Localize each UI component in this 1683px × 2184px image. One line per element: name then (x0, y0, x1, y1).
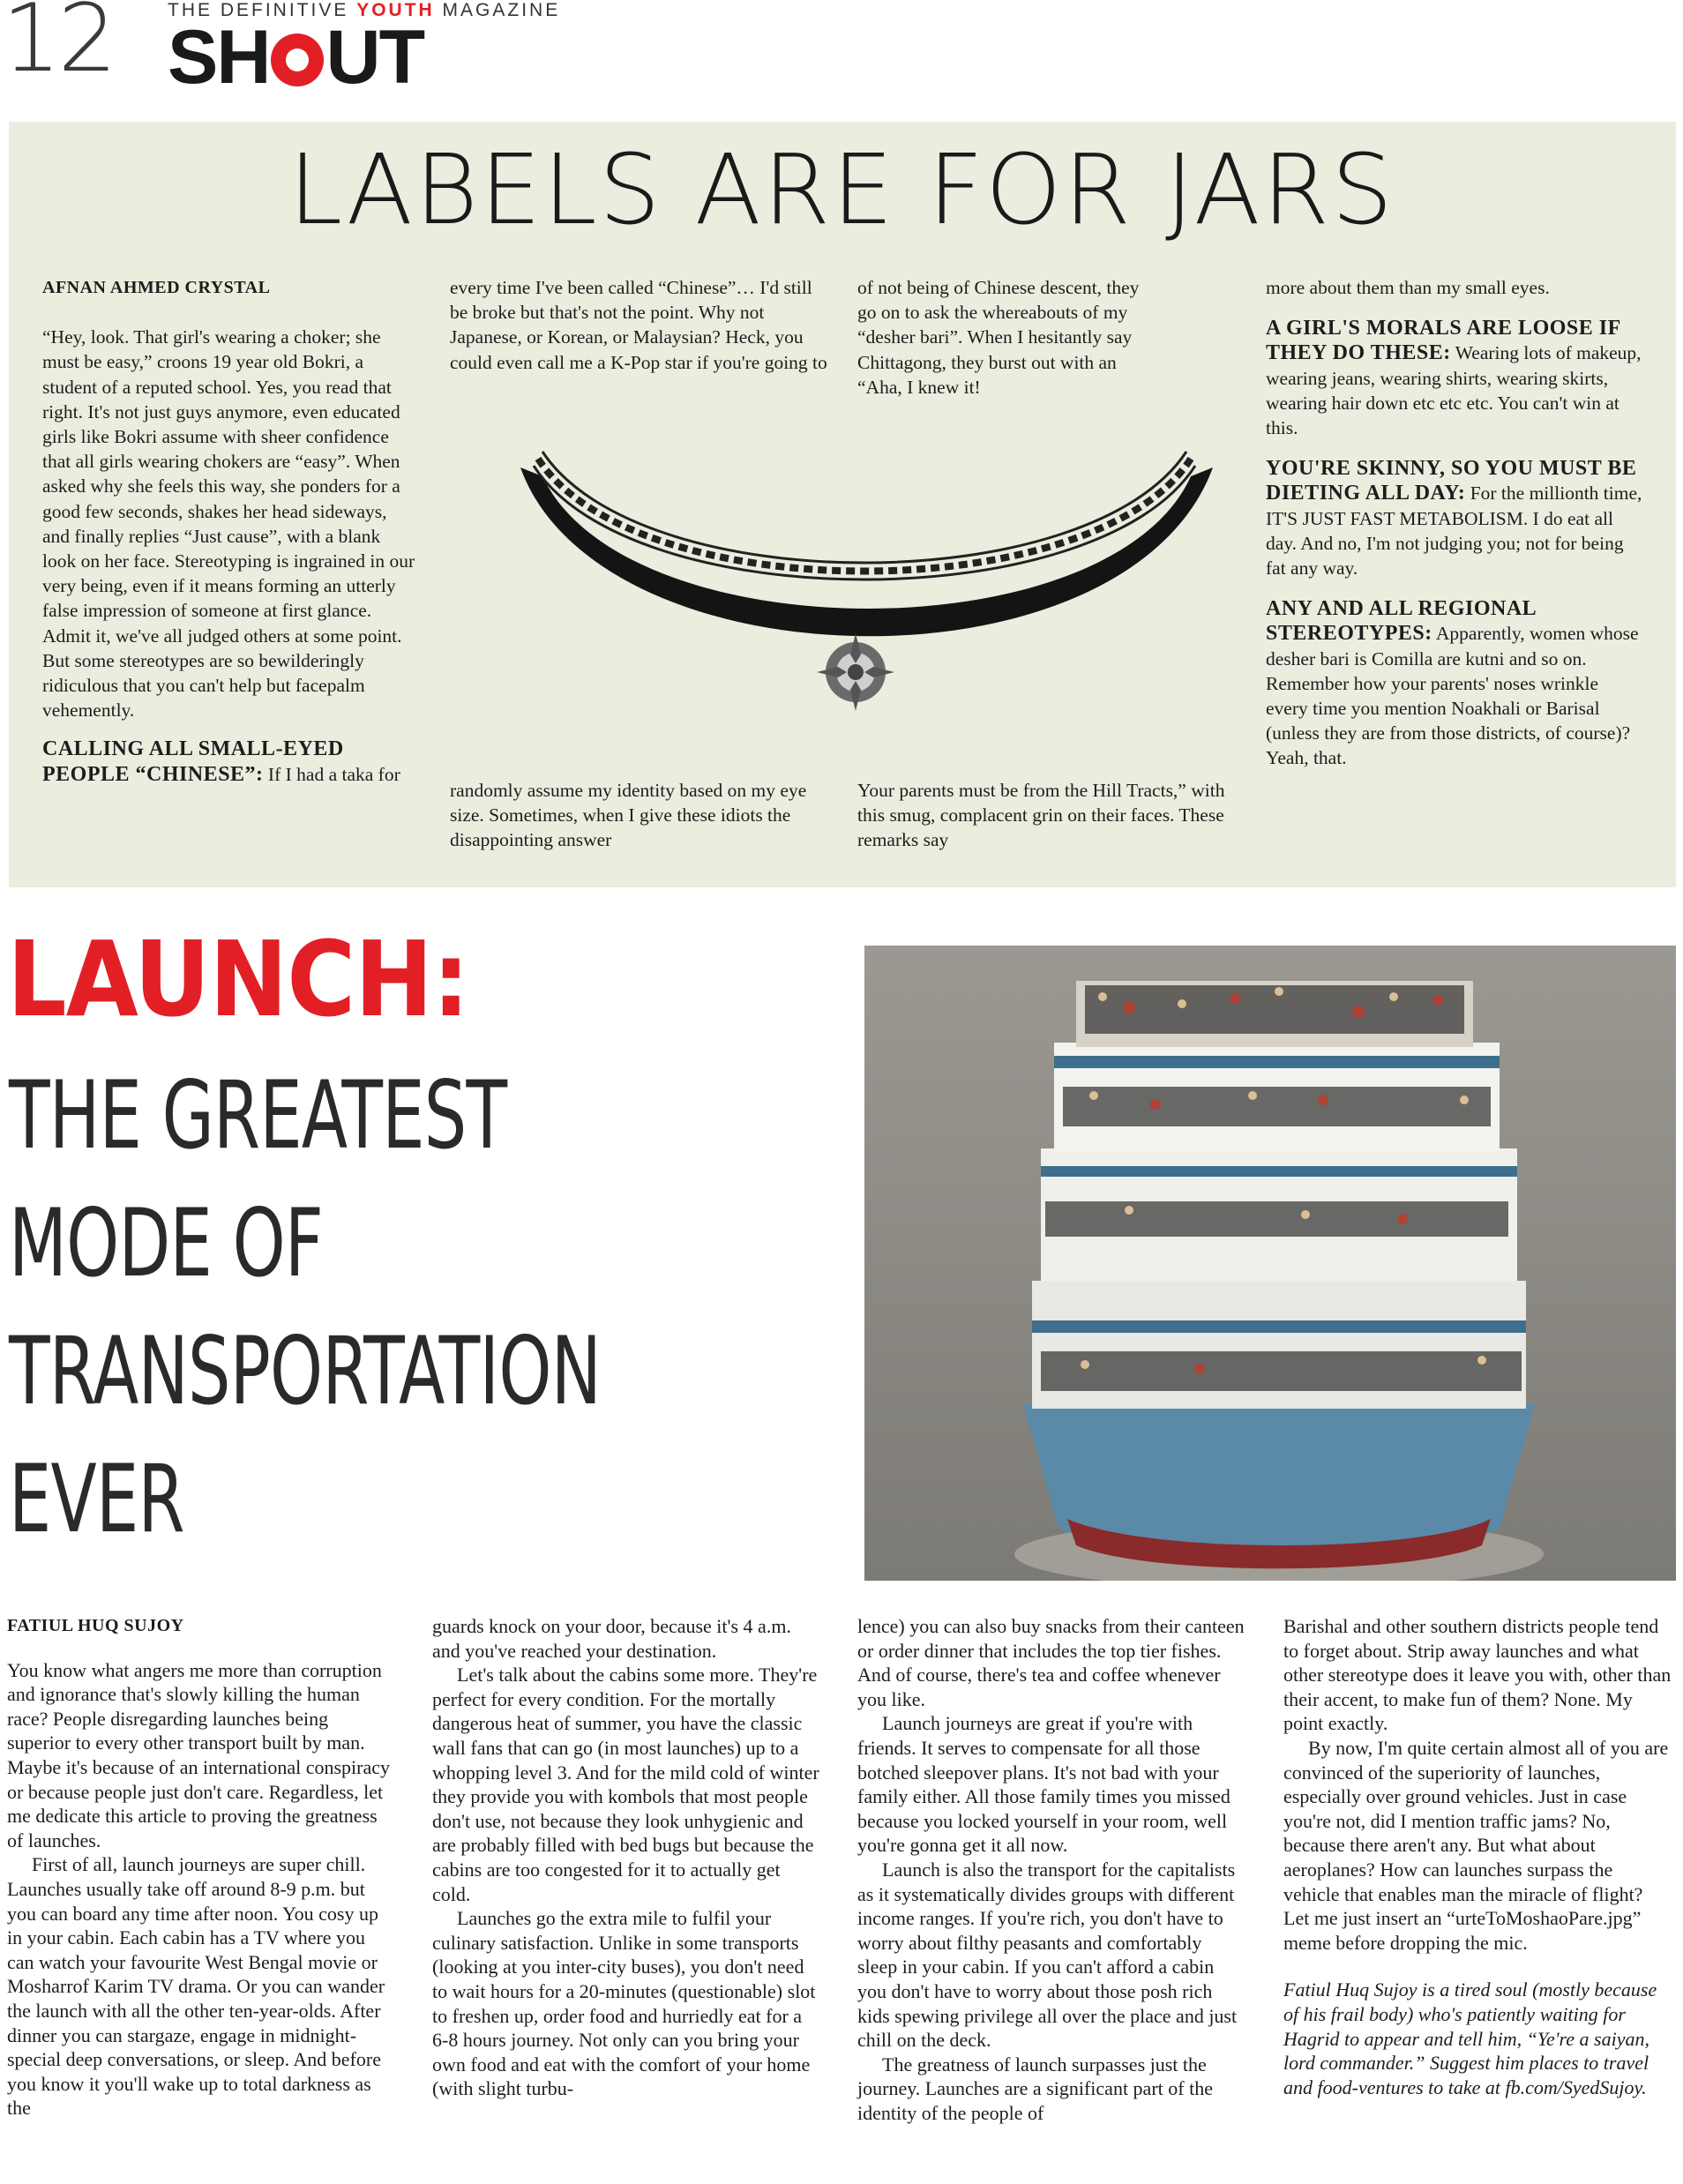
labels-col2-bottom: randomly assume my identity based on my eye size. Sometimes, when I give these idiots the disappointing answer (450, 780, 807, 851)
labels-column-1 (42, 275, 417, 787)
labels-subhead-regional-text: Apparently, women whose desher bari is Comilla are kutni and so on. Remember how your parents' noses wrinkle every time you mention Noakhali or Barisal (unless they are from those districts, of course)? Yeah, that. (1266, 623, 1639, 769)
labels-column-2-bottom (450, 778, 829, 853)
labels-col3-bottom: Your parents must be from the Hill Tracts,” with this smug, complacent grin on their faces. These remarks say (857, 780, 1225, 851)
launch-column-1 (7, 1614, 395, 2120)
launch-col1-p1: You know what angers me more than corruption and ignorance that's slowly killing the human race? People disregarding launches being superior to every other transport built by man. Maybe it's because of an international conspiracy or because people just don't care. Regardless, let me dedicate this article to proving the greatness of launches. (7, 1658, 391, 1851)
shout-logo (168, 15, 424, 100)
launch-col3-p1: lence) you can also buy snacks from their canteen or order dinner that includes the top tier fishes. And of course, there's tea and coffee whenever you like. (857, 1615, 1245, 1710)
labels-subhead-morals-text: Wearing lots of makeup, wearing jeans, wearing shirts, wearing skirts, wearing hair down etc etc etc. You can't win at this. (1266, 342, 1642, 439)
tagline-highlight: YOUTH (356, 0, 435, 20)
labels-subhead-morals: A GIRL'S MORALS ARE LOOSE IF THEY DO THESE: (1266, 317, 1620, 365)
labels-col3-top: of not being of Chinese descent, they go on to ask the whereabouts of my “desher bari”. When I hesitantly say Chittagong, they burst out with an “Aha, I knew it! (857, 277, 1140, 398)
launch-column-4 (1283, 1614, 1672, 2099)
author-bio: Fatiul Huq Sujoy is a tired soul (mostly because of his frail body) who's patiently waiting for Hagrid to appear and tell him, “Ye're a saiyan, lord commander.” Suggest him places to travel and food-ventures to take at fb.com/SyedSujoy. (1283, 1978, 1657, 2098)
labels-col4-lead: more about them than my small eyes. (1266, 277, 1550, 298)
launch-col3-p4: The greatness of launch surpasses just the journey. Launches are a significant part of the identity of the people of (857, 2053, 1213, 2124)
labels-subhead-chinese: CALLING ALL SMALL-EYED PEOPLE “CHINESE”: (42, 737, 344, 786)
labels-subhead-skinny: YOU'RE SKINNY, SO YOU MUST BE DIETING ALL DAY: (1266, 457, 1637, 505)
launch-col4-p2: By now, I'm quite certain almost all of you are convinced of the superiority of launches, especially over ground vehicles. Just in case you're not, did I mention traffic jams? No, because there aren't any. But what about aeroplanes? How can launches surpass the vehicle that enables man the miracle of flight? Let me just insert an “urteToMoshaoPare.jpg” meme before dropping the mic. (1283, 1736, 1669, 1954)
labels-column-2-top (450, 275, 829, 375)
logo-text-b: UT (325, 15, 424, 100)
launch-column-2 (432, 1614, 820, 2101)
choker-illustration (494, 432, 1235, 741)
labels-subhead-chinese-text: If I had a taka for (263, 763, 400, 785)
logo-text-a: SH (168, 15, 270, 100)
launch-kicker: LAUNCH: (7, 918, 469, 1040)
logo-o-icon (271, 34, 324, 86)
labels-col1-paragraph: “Hey, look. That girl's wearing a choker; she must be easy,” croons 19 year old Bokri, a student of a reputed school. Yes, you read that right. It's not just guys anymore, even educated girls like Bokri assume with sheer confidence that all girls wearing chokers are “easy”. When asked why she feels this way, she ponders for a good few seconds, shakes her head sideways, and finally replies “Just cause”, with a blank look on her face. Stereotyping is ingrained in our very being, even if it means forming an utterly false impression of someone at first glance. Admit it, we've all judged others at some point. But some stereotypes are so bewilderingly ridiculous that you can't help but facepalm vehemently. (42, 326, 415, 722)
launch-col4-p1: Barishal and other southern districts people tend to forget about. Strip away launches and what other stereotype does it leave you with, other than their accent, to make fun of them? None. My point exactly. (1283, 1615, 1672, 1735)
launch-column-3 (857, 1614, 1245, 2125)
launch-byline: FATIUL HUQ SUJOY (7, 1616, 184, 1635)
labels-column-3-bottom (857, 778, 1237, 853)
launch-col2-p3: Launches go the extra mile to fulfil your culinary satisfaction. Unlike in some transports (looking at you inter-city buses), you don't need to wait hours for a 20-minutes (questionable) slot to freshen up, order food and hurriedly eat for a 6-8 hours journey. Not only can you bring your own food and eat with the comfort of your home (with slight turbu- (432, 1907, 816, 2100)
labels-column-3-top (857, 275, 1148, 400)
launch-col2-p2: Let's talk about the cabins some more. They're perfect for every condition. For the mortally dangerous heat of summer, you have the classic wall fans that can go (in most launches) up to a whopping level 3. And for the mild cold of winter they provide you with kombols that most people don't use, not because they look unhygienic and are probably filled with bed bugs but because the cabins are too congested for it to actually get cold. (432, 1664, 819, 1905)
labels-column-4 (1266, 275, 1645, 771)
launch-headline-line-2: MODE OF (9, 1189, 324, 1298)
launch-ship-photo (864, 946, 1676, 1581)
launch-col2-p1: guards knock on your door, because it's 4 a.m. and you've reached your destination. (432, 1615, 791, 1662)
launch-col3-p3: Launch is also the transport for the capitalists as it systematically divides groups with different income ranges. If you're rich, you don't have to worry about filthy peasants and comfortably sleep in your cabin. If you can't afford a cabin you don't have to worry about those posh rich kids spewing privilege all over the place and just chill on the deck. (857, 1858, 1238, 2052)
labels-subhead-skinny-text: For the millionth time, IT'S JUST FAST METABOLISM. I do eat all day. And no, I'm not judging you; not for being fat any way. (1266, 482, 1642, 580)
labels-subhead-regional: ANY AND ALL REGIONAL STEREOTYPES: (1266, 597, 1536, 646)
launch-headline-line-4: EVER (9, 1445, 184, 1553)
labels-col2-top: every time I've been called “Chinese”… I'd still be broke but that's not the point. Why not Japanese, or Korean, or Malaysian? Heck, you could even call me a K-Pop star if you're going to (450, 277, 827, 373)
launch-col1-p2: First of all, launch journeys are super chill. Launches usually take off around 8-9 p.m. but you can board any time after noon. You cosy up in your cabin. Each cabin has a TV where you can watch your favourite West Bengal movie or Mosharrof Karim TV drama. Or you can wander the launch with all the other ten-year-olds. After dinner you can stargaze, engage in midnight-special deep conversations, or sleep. And before you know it you'll wake up to total darkness as the (7, 1853, 385, 2120)
launch-col3-p2: Launch journeys are great if you're with friends. It serves to compensate for all those botched sleepover plans. It's not bad with your family either. All those family times you missed because you locked yourself in your room, well you're gonna get it all now. (857, 1712, 1230, 1857)
tagline-pre: THE DEFINITIVE (168, 0, 357, 20)
tagline-post: MAGAZINE (434, 0, 561, 20)
labels-byline: AFNAN AHMED CRYSTAL (42, 278, 271, 297)
labels-article-title: LABELS ARE FOR JARS (288, 133, 1395, 246)
launch-headline-line-1: THE GREATEST (9, 1061, 507, 1170)
page-number: 12 (2, 0, 114, 93)
launch-headline-line-3: TRANSPORTATION (9, 1317, 602, 1425)
